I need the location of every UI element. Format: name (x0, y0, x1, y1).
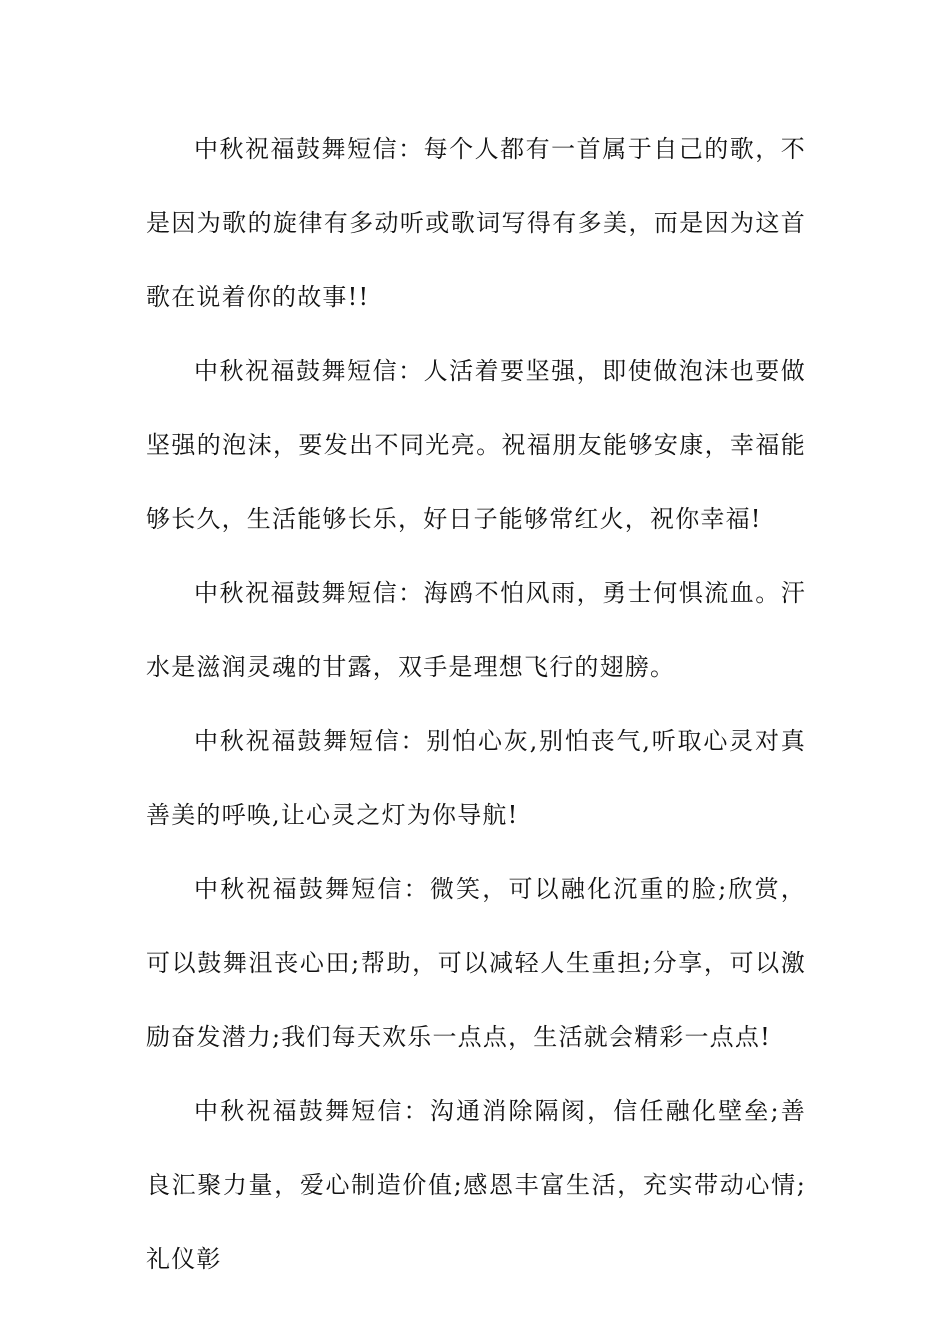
paragraph-5: 中秋祝福鼓舞短信：微笑，可以融化沉重的脸;欣赏，可以鼓舞沮丧心田;帮助，可以减轻人生重担;分享，可以激励奋发潜力;我们每天欢乐一点点，生活就会精彩一点点! (146, 875, 806, 1051)
document-body (146, 112, 806, 1296)
paragraph-1: 中秋祝福鼓舞短信：每个人都有一首属于自己的歌，不是因为歌的旋律有多动听或歌词写得有多美，而是因为这首歌在说着你的故事!! (146, 135, 806, 311)
paragraph-2: 中秋祝福鼓舞短信：人活着要坚强，即使做泡沫也要做坚强的泡沫，要发出不同光亮。祝福朋友能够安康，幸福能够长久，生活能够长乐，好日子能够常红火，祝你幸福! (146, 357, 806, 533)
paragraph-4: 中秋祝福鼓舞短信：别怕心灰,别怕丧气,听取心灵对真善美的呼唤,让心灵之灯为你导航! (146, 727, 806, 829)
paragraph-6: 中秋祝福鼓舞短信：沟通消除隔阂，信任融化壁垒;善良汇聚力量，爱心制造价值;感恩丰富生活，充实带动心情;礼仪彰 (146, 1097, 806, 1273)
paragraph-3: 中秋祝福鼓舞短信：海鸥不怕风雨，勇士何惧流血。汗水是滋润灵魂的甘露，双手是理想飞行的翅膀。 (146, 579, 806, 681)
